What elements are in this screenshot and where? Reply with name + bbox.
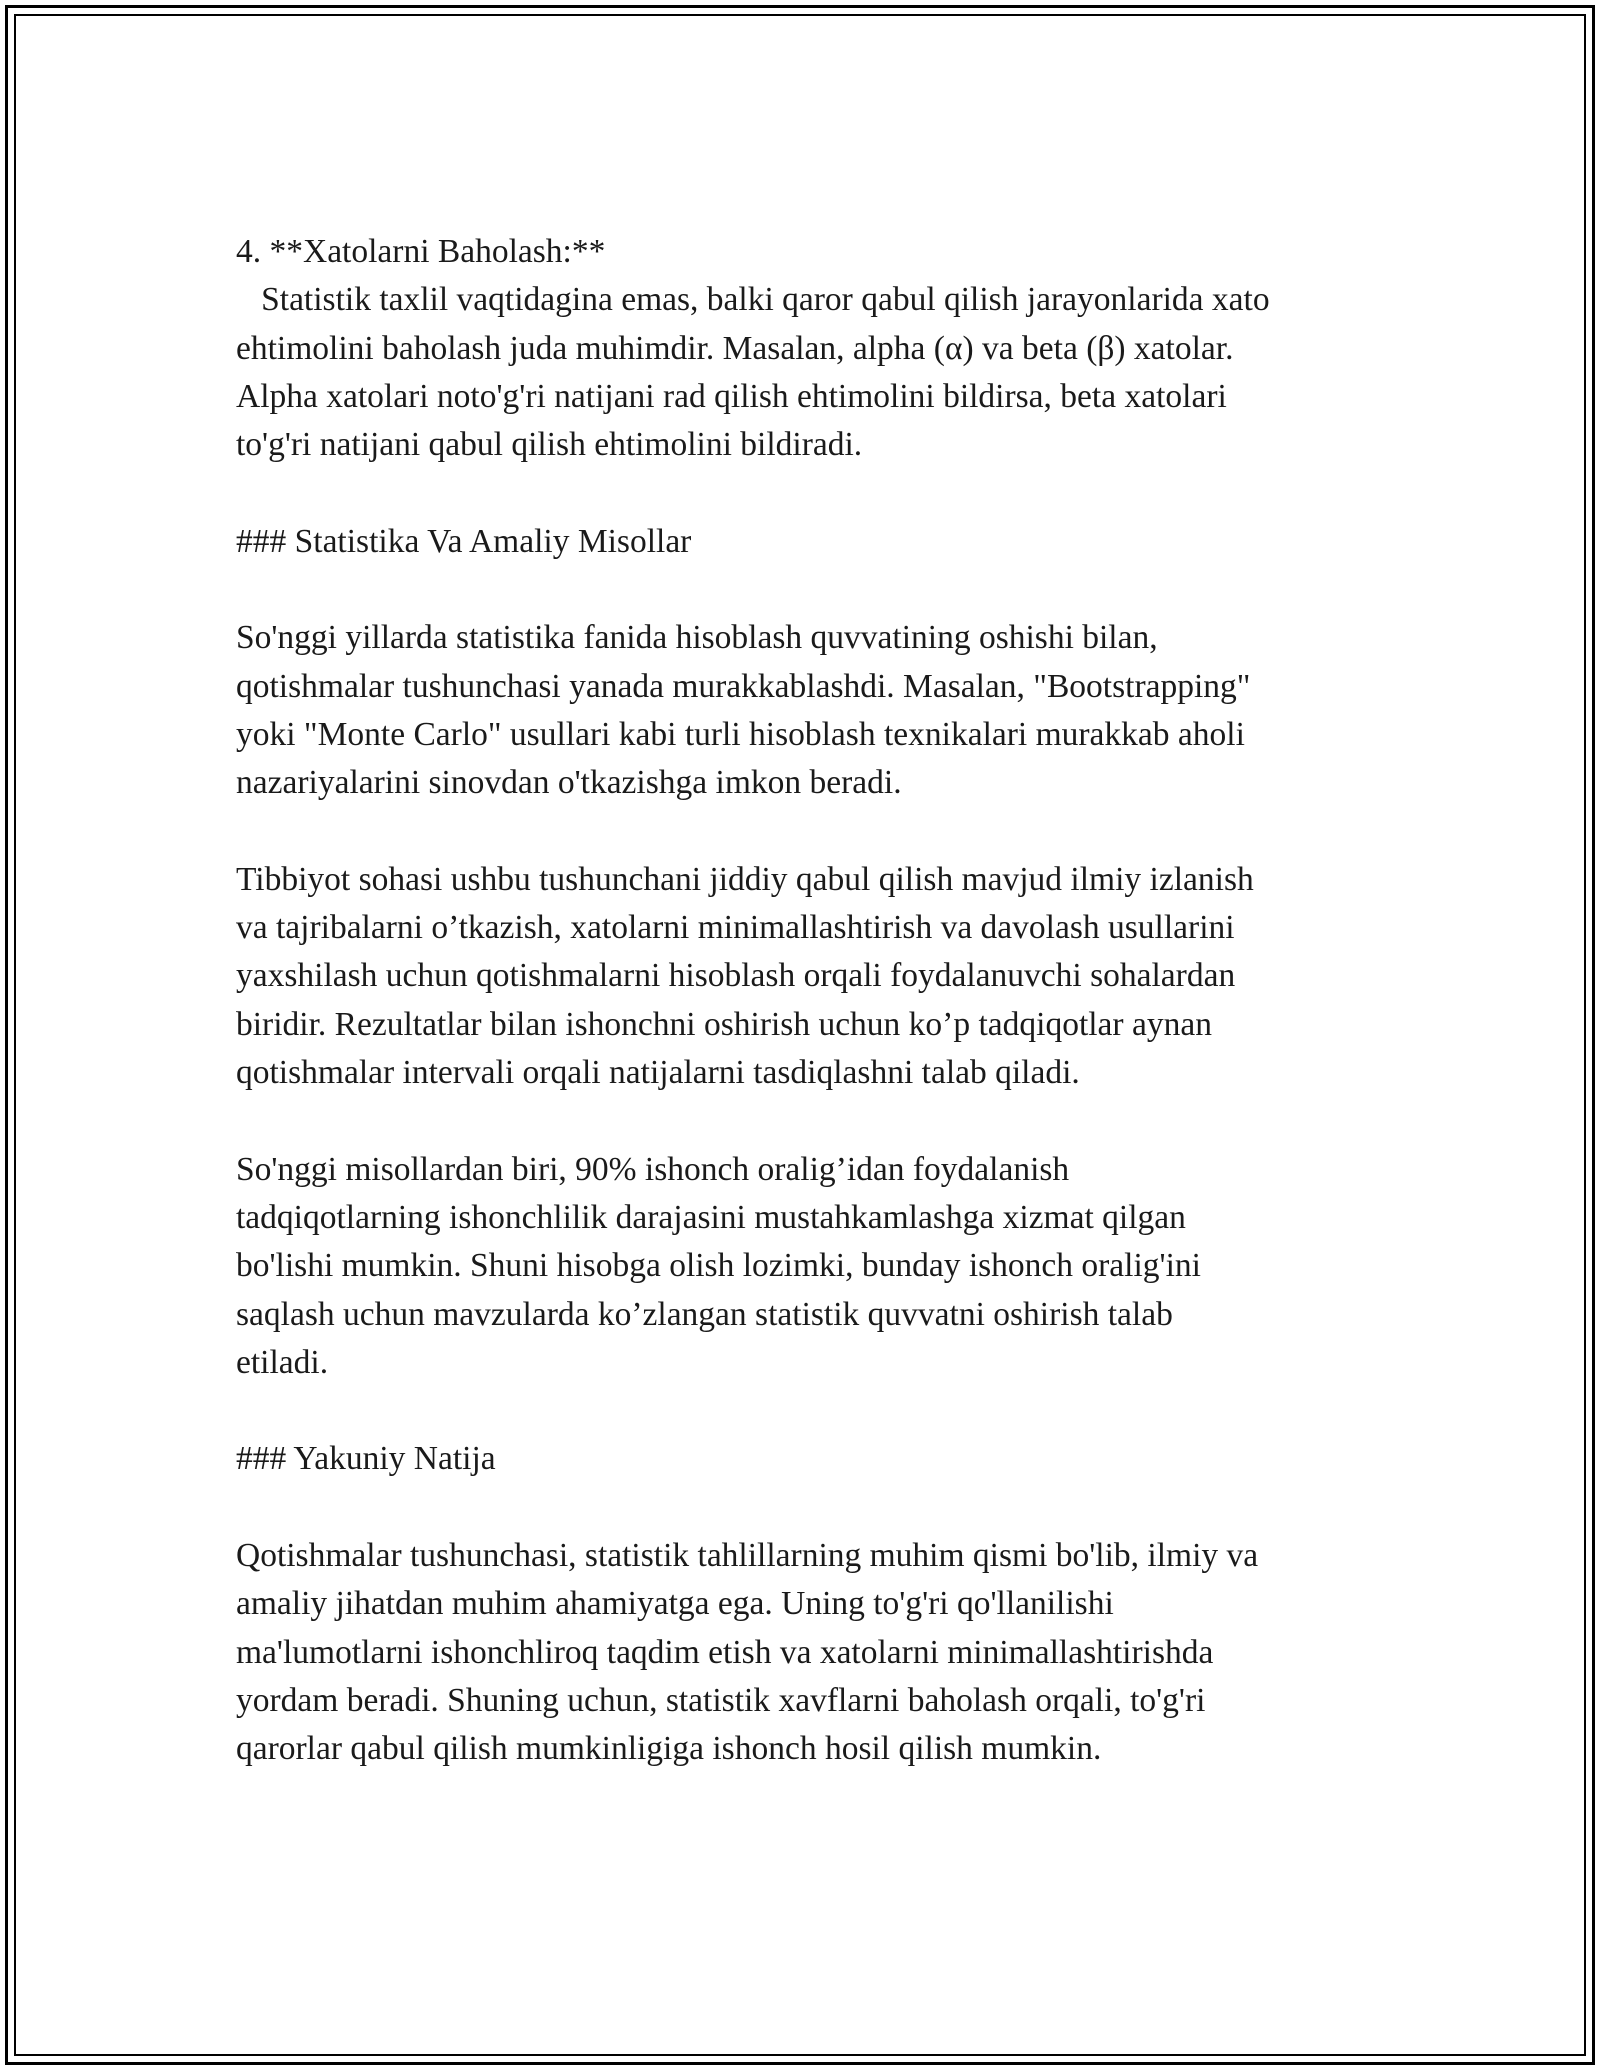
text-line: Statistik taxlil vaqtidagina emas, balki qaror qabul qilish jarayonlarida xato [236,281,1270,319]
paragraph [236,856,1406,1097]
document-body [236,228,1406,1774]
section-title: 4. **Xatolarni Baholash:** [236,233,606,270]
text-line: Tibbiyot sohasi ushbu tushunchani jiddiy qabul qilish mavjud ilmiy izlanish [236,860,1254,898]
text-line: va tajribalarni o’tkazish, xatolarni minimallashtirish va davolash usullarini [236,909,1235,947]
text-line: yoki "Monte Carlo" usullari kabi turli hisoblash texnikalari murakkab aholi [236,715,1245,753]
text-line: Qotishmalar tushunchasi, statistik tahlillarning muhim qismi bo'lib, ilmiy va [236,1537,1259,1575]
text-line: yaxshilash uchun qotishmalarni hisoblash orqali foydalanuvchi sohalardan [236,957,1236,995]
text-line: yordam beradi. Shuning uchun, statistik xavflarni baholash orqali, to'g'ri [236,1681,1206,1719]
paragraph [236,614,1406,807]
paragraph [236,1146,1406,1387]
text-line: qotishmalar tushunchasi yanada murakkablashdi. Masalan, "Bootstrapping" [236,667,1251,705]
paragraph-conclusion [236,1532,1406,1773]
text-line: etiladi. [236,1343,329,1381]
text-line: So'nggi misollardan biri, 90% ishonch oralig’idan foydalanish [236,1150,1070,1188]
text-line: saqlash uchun mavzularda ko’zlangan statistik quvvatni oshirish talab [236,1295,1173,1333]
text-line: biridir. Rezultatlar bilan ishonchni oshirish uchun ko’p tadqiqotlar aynan [236,1005,1212,1043]
text-line: nazariyalarini sinovdan o'tkazishga imkon beradi. [236,764,902,802]
text-line: ma'lumotlarni ishonchliroq taqdim etish va xatolarni minimallashtirishda [236,1633,1214,1671]
text-line: qotishmalar intervali orqali natijalarni tasdiqlashni talab qiladi. [236,1054,1080,1092]
text-line: bo'lishi mumkin. Shuni hisobga olish lozimki, bunday ishonch oralig'ini [236,1247,1201,1285]
text-line: to'g'ri natijani qabul qilish ehtimolini bildiradi. [236,426,863,464]
heading-examples: ### Statistika Va Amaliy Misollar [236,522,692,560]
text-line: amaliy jihatdan muhim ahamiyatga ega. Uning to'g'ri qo'llanilishi [236,1585,1114,1623]
section-errors-assessment [236,228,1406,469]
text-line: tadqiqotlarning ishonchlilik darajasini mustahkamlashga xizmat qilgan [236,1198,1186,1236]
text-line: So'nggi yillarda statistika fanida hisoblash quvvatining oshishi bilan, [236,619,1158,657]
heading-conclusion: ### Yakuniy Natija [236,1440,496,1478]
text-line: Alpha xatolari noto'g'ri natijani rad qilish ehtimolini bildirsa, beta xatolari [236,377,1227,415]
text-line: ehtimolini baholash juda muhimdir. Masalan, alpha (α) va beta (β) xatolar. [236,329,1234,367]
text-line: qarorlar qabul qilish mumkinligiga ishonch hosil qilish mumkin. [236,1730,1102,1768]
